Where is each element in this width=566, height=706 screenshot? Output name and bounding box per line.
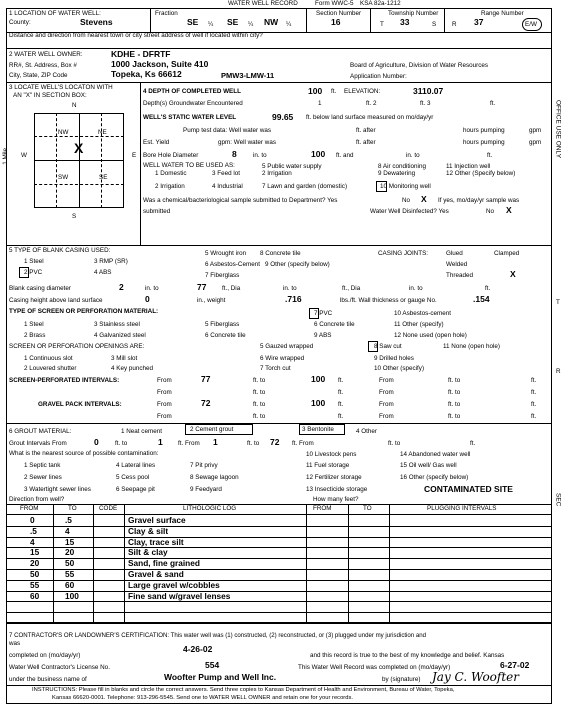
record-text: and this record is true to the best of my knowledge and belief. Kansas [310, 652, 505, 659]
application-label: Application Number: [350, 73, 407, 80]
threaded-mark[interactable]: X [510, 269, 516, 279]
screen-7-box [309, 308, 319, 319]
grout-from2[interactable]: 1 [213, 437, 218, 447]
open-7: 7 Torch cut [260, 365, 291, 372]
bact-suffix: If yes, mo/day/yr sample was [438, 197, 520, 204]
pump-label: Pump test data: Well water was [183, 127, 272, 134]
log-row-divider [6, 558, 552, 559]
form-title: WATER WELL RECORD [228, 0, 298, 7]
log-description: Sand, fine grained [128, 558, 200, 569]
casing-2-box [19, 267, 29, 278]
log-header-to: TO [68, 505, 77, 512]
section-number[interactable]: 16 [331, 17, 341, 27]
log-from: 20 [30, 558, 40, 569]
bore-ft: ft. and [336, 152, 354, 159]
gravel-from3-label: From [157, 413, 172, 420]
contam-13: 13 Insecticide storage [306, 486, 368, 493]
log-header-lith: LITHOLOGIC LOG [183, 505, 237, 512]
gravel-from4-label: From [379, 413, 394, 420]
open-9: 9 Drilled holes [374, 355, 414, 362]
casing-7: 7 Fiberglass [205, 272, 240, 279]
screen-1: 1 Steel [24, 321, 44, 328]
grid-ne: NE [98, 129, 107, 136]
static-suffix: ft. below land surface measured on mo/day/yr [306, 114, 434, 121]
fraction-3[interactable]: NW [264, 17, 279, 27]
township-prefix: T [380, 21, 384, 28]
township-dir: S [432, 21, 437, 28]
log-row-divider [6, 537, 552, 538]
yield-label: Est. Yield [143, 139, 170, 146]
side-r: R [556, 368, 561, 375]
open-11: 11 None (open hole) [443, 343, 500, 350]
bore-ft2: ft. [487, 152, 493, 159]
gw-3: ft. 3 [420, 100, 431, 107]
side-sec: SEC [554, 493, 562, 507]
log-row-divider [6, 569, 552, 570]
grid-sw: SW [58, 174, 69, 181]
submitted-label: submitted [143, 208, 171, 215]
grout-1: 1 Neat cement [121, 428, 162, 435]
use-8: 8 Air conditioning [378, 163, 426, 170]
gravel-to-label: ft. to [253, 401, 266, 408]
disinfect-no: No [486, 208, 495, 215]
use-1: 1 Domestic [155, 170, 187, 177]
contam-14: 14 Abandoned water well [400, 451, 471, 458]
use-10-circle [376, 181, 387, 192]
grout-ft-label: ft. From [292, 440, 314, 447]
how-many-label: How many feet? [313, 496, 359, 503]
log-header-plug: PLUGGING INTERVALS [427, 505, 497, 512]
contam-label: What is the nearest source of possible contamination: [9, 450, 159, 457]
quarter-mark-1: ¼ [208, 21, 214, 28]
int-to2-label: ft. to [448, 377, 461, 384]
casing-5: 5 Wrought iron [205, 250, 247, 257]
screen-4: 4 Galvanized steel [94, 332, 146, 339]
open-1: 1 Continuous slot [24, 355, 73, 362]
grout-to-label: ft. to [115, 440, 128, 447]
gravel-from[interactable]: 72 [201, 398, 211, 408]
open-10: 10 Other (specify) [374, 365, 425, 372]
log-description: Large gravel w/cobbles [128, 579, 220, 590]
grout-label: 6 GROUT MATERIAL: [9, 428, 72, 435]
bore-in2: in. to [406, 152, 420, 159]
use-label: WELL WATER TO BE USED AS: [143, 162, 235, 169]
instructions-1: INSTRUCTIONS: Please fill in blanks and circle the correct answers. Send three copies to Kansas Department of Health and Environment, Bureau of Water, Topeka, [32, 687, 455, 693]
gravel-label: GRAVEL PACK INTERVALS: [38, 401, 122, 408]
business-label: under the business name of [9, 676, 87, 683]
log-to: 100 [65, 590, 79, 601]
direction-label: Direction from well? [9, 496, 65, 503]
bact-label: Was a chemical/bacteriological sample submitted to Department? Yes [143, 197, 338, 204]
range-dir-circle [522, 18, 542, 31]
range-number[interactable]: 37 [474, 17, 484, 27]
diam-to[interactable]: 77 [197, 282, 207, 292]
joints-threaded: Threaded [446, 272, 473, 279]
casing-8: 8 Concrete tile [260, 250, 301, 257]
joints-clamped: Clamped [494, 250, 520, 257]
instructions-2: Kansas 66620-0001. Telephone: 913-296-5545. Send one to WATER WELL OWNER and retain one for your records. [52, 695, 353, 701]
fraction-label: Fraction [155, 10, 178, 17]
gravel-to3-label: ft. to [253, 413, 266, 420]
open-2: 2 Louvered shutter [24, 365, 77, 372]
locate-label-2: AN "X" IN SECTION BOX: [13, 92, 87, 99]
gravel-ft4: ft. [531, 413, 537, 420]
yield-unit: gpm [529, 139, 542, 146]
joints-glued: Glued [446, 250, 463, 257]
use-4: 4 Industrial [212, 183, 243, 190]
grout-to-label2: ft. to [247, 440, 260, 447]
bore-to[interactable]: 100 [311, 149, 326, 159]
grout-to2[interactable]: 72 [270, 437, 280, 447]
int-from-label: From [157, 377, 172, 384]
owner-label: 2 WATER WELL OWNER: [9, 51, 83, 58]
business-name[interactable]: Woofter Pump and Well Inc. [164, 672, 277, 682]
distance-label: Distance and direction from nearest town or city street address of well if located within city? [9, 32, 263, 39]
casing-1: 1 Steel [24, 258, 44, 265]
open-3: 3 Mill slot [111, 355, 138, 362]
form-number: Form WWC-5 [315, 0, 354, 7]
use-3: 3 Feed lot [212, 170, 241, 177]
county-label: County: [9, 19, 31, 26]
screen-6: 6 Concrete tile [205, 332, 246, 339]
gw-1: 1 [318, 100, 322, 107]
signature-label: by (signature) [382, 676, 421, 683]
use-10: 10 Monitoring well [380, 183, 431, 190]
open-5: 5 Gauzed wrapped [260, 343, 314, 350]
cert-label: 7 CONTRACTOR'S OR LANDOWNER'S CERTIFICATION: This water well was (1) constructed, (2) reconstructed, or (3) plugged under my jurisdiction and [9, 632, 427, 639]
static-label: WELL'S STATIC WATER LEVEL [143, 114, 237, 121]
grout-to-label3: ft. to [388, 440, 401, 447]
openings-label: SCREEN OR PERFORATION OPENINGS ARE: [9, 343, 145, 350]
log-description: Clay & silt [128, 525, 169, 536]
yield-gpm: gpm: Well water was [218, 139, 276, 146]
weight-value[interactable]: .716 [285, 294, 302, 304]
log-header-from: FROM [20, 505, 39, 512]
fraction-2[interactable]: SE [227, 17, 239, 27]
east-label: E [132, 152, 137, 159]
completed-date[interactable]: 4-26-02 [183, 644, 213, 654]
disinfect-label: Water Well Disinfected? Yes [370, 208, 449, 215]
log-description: Gravel & sand [128, 569, 184, 579]
grout-2: 2 Cement grout [190, 426, 234, 433]
log-from: 60 [30, 590, 40, 601]
diam-in2: in. to [283, 285, 297, 292]
quarter-mark-2: ¼ [248, 21, 254, 28]
disinfect-mark[interactable]: X [506, 205, 512, 215]
ksa-number: KSA 82a-1212 [360, 0, 401, 7]
diam-ft2: ft., Dia [342, 285, 361, 292]
range-prefix: R [452, 21, 457, 28]
bore-value[interactable]: 8 [232, 149, 237, 159]
int-to4-label: ft. to [448, 389, 461, 396]
int-from[interactable]: 77 [201, 374, 211, 384]
log-to: 60 [65, 579, 75, 590]
log-header-from2: FROM [313, 505, 332, 512]
contam-1: 1 Septic tank [24, 462, 61, 469]
grout-4: 4 Other [356, 428, 377, 435]
int-ft: ft. [338, 377, 344, 384]
fraction-1[interactable]: SE [187, 17, 199, 27]
log-to: 55 [65, 569, 75, 579]
gravel-from-label: From [157, 401, 172, 408]
pump-after: ft. after [356, 127, 376, 134]
west-label: W [21, 152, 27, 159]
screen-5: 5 Fiberglass [205, 321, 240, 328]
casing-label: 5 TYPE OF BLANK CASING USED: [9, 247, 111, 254]
contam-11: 11 Fuel storage [306, 462, 350, 469]
gravel-to2-label: ft. to [448, 401, 461, 408]
grid-nw: NW [58, 129, 69, 136]
contam-value[interactable]: CONTAMINATED SITE [424, 484, 513, 494]
open-4: 4 Key punched [111, 365, 154, 372]
owner-name[interactable]: KDHE - DFRTF [111, 49, 171, 59]
gw-2: ft. 2 [366, 100, 377, 107]
range-label: Range Number [481, 10, 524, 17]
bore-in: in. to [253, 152, 267, 159]
side-t: T [556, 299, 560, 306]
log-from: 0 [30, 515, 35, 525]
license-value[interactable]: 554 [205, 660, 220, 670]
cert-was: was [9, 640, 21, 647]
county-value[interactable]: Stevens [80, 17, 113, 27]
open-8-box [368, 341, 378, 352]
log-from: .5 [30, 525, 37, 536]
bact-no: No [402, 197, 411, 204]
city-label: City, State, ZIP Code [9, 72, 68, 79]
section-number-label: Section Number [316, 10, 362, 17]
casing-9: 9 Other (specify below) [265, 261, 330, 268]
joints-welded: Welded [446, 261, 468, 268]
north-label: N [72, 102, 77, 109]
log-row-divider [6, 612, 552, 613]
completed-label: completed on (mo/day/yr) [9, 652, 81, 659]
log-to: 15 [65, 536, 75, 547]
diam-label: Blank casing diameter [9, 285, 71, 292]
log-to: 50 [65, 558, 75, 569]
gravel-to[interactable]: 100 [311, 398, 326, 408]
yield-hours: hours pumping [463, 139, 505, 146]
gw-end: ft. [490, 100, 496, 107]
contam-12: 12 Fertilizer storage [306, 474, 362, 481]
log-to: 20 [65, 547, 75, 558]
contam-7: 7 Pit privy [190, 462, 218, 469]
gravel-from2-label: From [379, 401, 394, 408]
screen-10: 10 Asbestos-cement [394, 310, 452, 317]
use-5: 5 Public water supply [262, 163, 322, 170]
log-to: .5 [65, 515, 72, 525]
diam-value[interactable]: 2 [119, 282, 124, 292]
diam-ft3: ft. [485, 285, 491, 292]
screen-3: 3 Stainless steel [94, 321, 140, 328]
township-label: Township Number [388, 10, 439, 17]
grout-int-label: Grout Intervals From [9, 440, 67, 447]
int-from2-label: From [379, 377, 394, 384]
int-ft2: ft. [531, 377, 537, 384]
depth-value[interactable]: 100 [308, 86, 323, 96]
pump-gpm: gpm [529, 127, 542, 134]
gravel-ft: ft. [338, 401, 344, 408]
weight-unit: lbs./ft. Wall thickness or gauge No. [340, 297, 437, 304]
joints-label: CASING JOINTS: [378, 250, 429, 257]
log-row-divider [6, 580, 552, 581]
signature[interactable]: Jay C. Woofter [432, 670, 520, 684]
contam-9: 9 Feedyard [190, 486, 222, 493]
elevation-label: ELEVATION: [344, 88, 381, 95]
address-label: RR#, St. Address, Box # [9, 62, 77, 69]
open-6: 6 Wire wrapped [260, 355, 305, 362]
grout-to1[interactable]: 1 [158, 437, 163, 447]
use-9: 9 Dewatering [378, 170, 416, 177]
diam-ft: ft., Dia [222, 285, 241, 292]
diam-in: in. to [145, 285, 159, 292]
static-value[interactable]: 99.65 [272, 112, 294, 122]
gw-label: Depth(s) Groundwater Encountered [143, 100, 243, 107]
int-to[interactable]: 100 [311, 374, 326, 384]
intervals-label: SCREEN-PERFORATED INTERVALS: [9, 377, 120, 384]
screen-12: 12 None used (open hole) [394, 332, 467, 339]
south-label: S [72, 213, 77, 220]
height-in: in., weight [197, 297, 226, 304]
depth-unit: ft. [331, 88, 337, 95]
contam-5: 5 Cess pool [116, 474, 150, 481]
log-from: 15 [30, 547, 40, 558]
locate-label-1: 3 LOCATE WELL'S LOCATON WITH [9, 84, 113, 91]
grout-from-label2: ft. From [178, 440, 200, 447]
screen-9: 9 ABS [314, 332, 332, 339]
log-to: 4 [65, 525, 70, 536]
log-from: 55 [30, 579, 40, 590]
quarter-mark-3: ¼ [286, 21, 292, 28]
contam-16: 16 Other (specify below) [400, 474, 469, 481]
section1-label: 1 LOCATION OF WATER WELL: [9, 10, 101, 17]
gravel-ft3: ft. [338, 413, 344, 420]
open-8: 8 Saw cut [374, 343, 402, 350]
contam-2: 2 Sewer lines [24, 474, 62, 481]
board-label: Board of Agriculture, Division of Water Resources [350, 62, 489, 69]
int-to3-label: ft. to [253, 389, 266, 396]
log-row-divider [6, 526, 552, 527]
log-row-divider [6, 591, 552, 592]
gravel-ft2: ft. [531, 401, 537, 408]
int-to-label: ft. to [253, 377, 266, 384]
gauge-value[interactable]: .154 [473, 294, 490, 304]
log-description: Fine sand w/gravel lenses [128, 590, 231, 601]
screen-label: TYPE OF SCREEN OR PERFORATION MATERIAL: [9, 308, 159, 315]
height-label: Casing height above land surface [9, 297, 103, 304]
int-from4-label: From [379, 389, 394, 396]
screen-2: 2 Brass [24, 332, 46, 339]
casing-6: 6 Asbestos-Cement [205, 261, 260, 268]
license-label: Water Well Contractor's License No. [9, 664, 110, 671]
diam-in3: in. to [409, 285, 423, 292]
int-from3-label: From [157, 389, 172, 396]
contam-3: 3 Watertight sewer lines [24, 486, 91, 493]
log-description: Clay, trace silt [128, 536, 184, 547]
contam-10: 10 Livestock pens [306, 451, 357, 458]
casing-4: 4 ABS [94, 269, 112, 276]
gravel-to4-label: ft. to [448, 413, 461, 420]
use-2: 2 Irrigation [155, 183, 185, 190]
address-value[interactable]: 1000 Jackson, Suite 410 [111, 59, 209, 69]
office-use-label: OFFICE USE ONLY [554, 100, 562, 159]
record-date[interactable]: 6-27-02 [500, 660, 530, 670]
log-row-divider [6, 623, 552, 624]
mile-label: 1 Mile [2, 148, 9, 165]
range-dir: E/W [525, 21, 537, 28]
bact-mark[interactable]: X [421, 194, 427, 204]
use-11: 11 Injection well [446, 163, 491, 170]
screen-11: 11 Other (specify) [394, 321, 444, 328]
screen-7: 7 PVC [314, 310, 333, 317]
contam-8: 8 Sewage lagoon [190, 474, 239, 481]
depth-label: 4 DEPTH OF COMPLETED WELL [143, 88, 241, 95]
log-header-code: CODE [99, 505, 118, 512]
log-from: 50 [30, 569, 40, 579]
elevation-value[interactable]: 3110.07 [413, 86, 444, 96]
application-id[interactable]: PMW3-LMW-11 [221, 71, 275, 80]
city-value[interactable]: Topeka, Ks 66612 [111, 69, 182, 79]
log-header-to2: TO [363, 505, 372, 512]
log-from: 4 [30, 536, 35, 547]
log-description: Gravel surface [128, 515, 186, 525]
log-description: Silt & clay [128, 547, 168, 558]
grout-ft-end: ft. [470, 440, 476, 447]
int-ft4: ft. [531, 389, 537, 396]
bore-label: Bore Hole Diameter [143, 152, 199, 159]
use-7: 7 Lawn and garden (domestic) [262, 183, 348, 190]
use-12: 12 Other (Specify below) [446, 170, 516, 177]
contam-4: 4 Lateral lines [116, 462, 156, 469]
yield-after: ft. after [356, 139, 376, 146]
int-ft3: ft. [338, 389, 344, 396]
log-row-divider [6, 547, 552, 548]
contam-6: 6 Seepage pit [116, 486, 155, 493]
log-row-divider [6, 601, 552, 602]
height-value[interactable]: 0 [145, 294, 150, 304]
casing-3: 3 RMP (SR) [94, 258, 128, 265]
record-completed: This Water Well Record was completed on (mo/day/yr) [298, 664, 451, 671]
grout-3: 3 Bentonite [302, 426, 334, 433]
contam-15: 15 Oil well/ Gas well [400, 462, 457, 469]
use-6: 2 Irrigation [262, 170, 292, 177]
grid-se: SE [99, 174, 108, 181]
grout-from1[interactable]: 0 [94, 437, 99, 447]
grid-mark: X [74, 140, 84, 156]
screen-8: 6 Concrete tile [314, 321, 355, 328]
pump-hours: hours pumping [463, 127, 505, 134]
township-number[interactable]: 33 [400, 17, 410, 27]
casing-2: 2 PVC [24, 269, 43, 276]
